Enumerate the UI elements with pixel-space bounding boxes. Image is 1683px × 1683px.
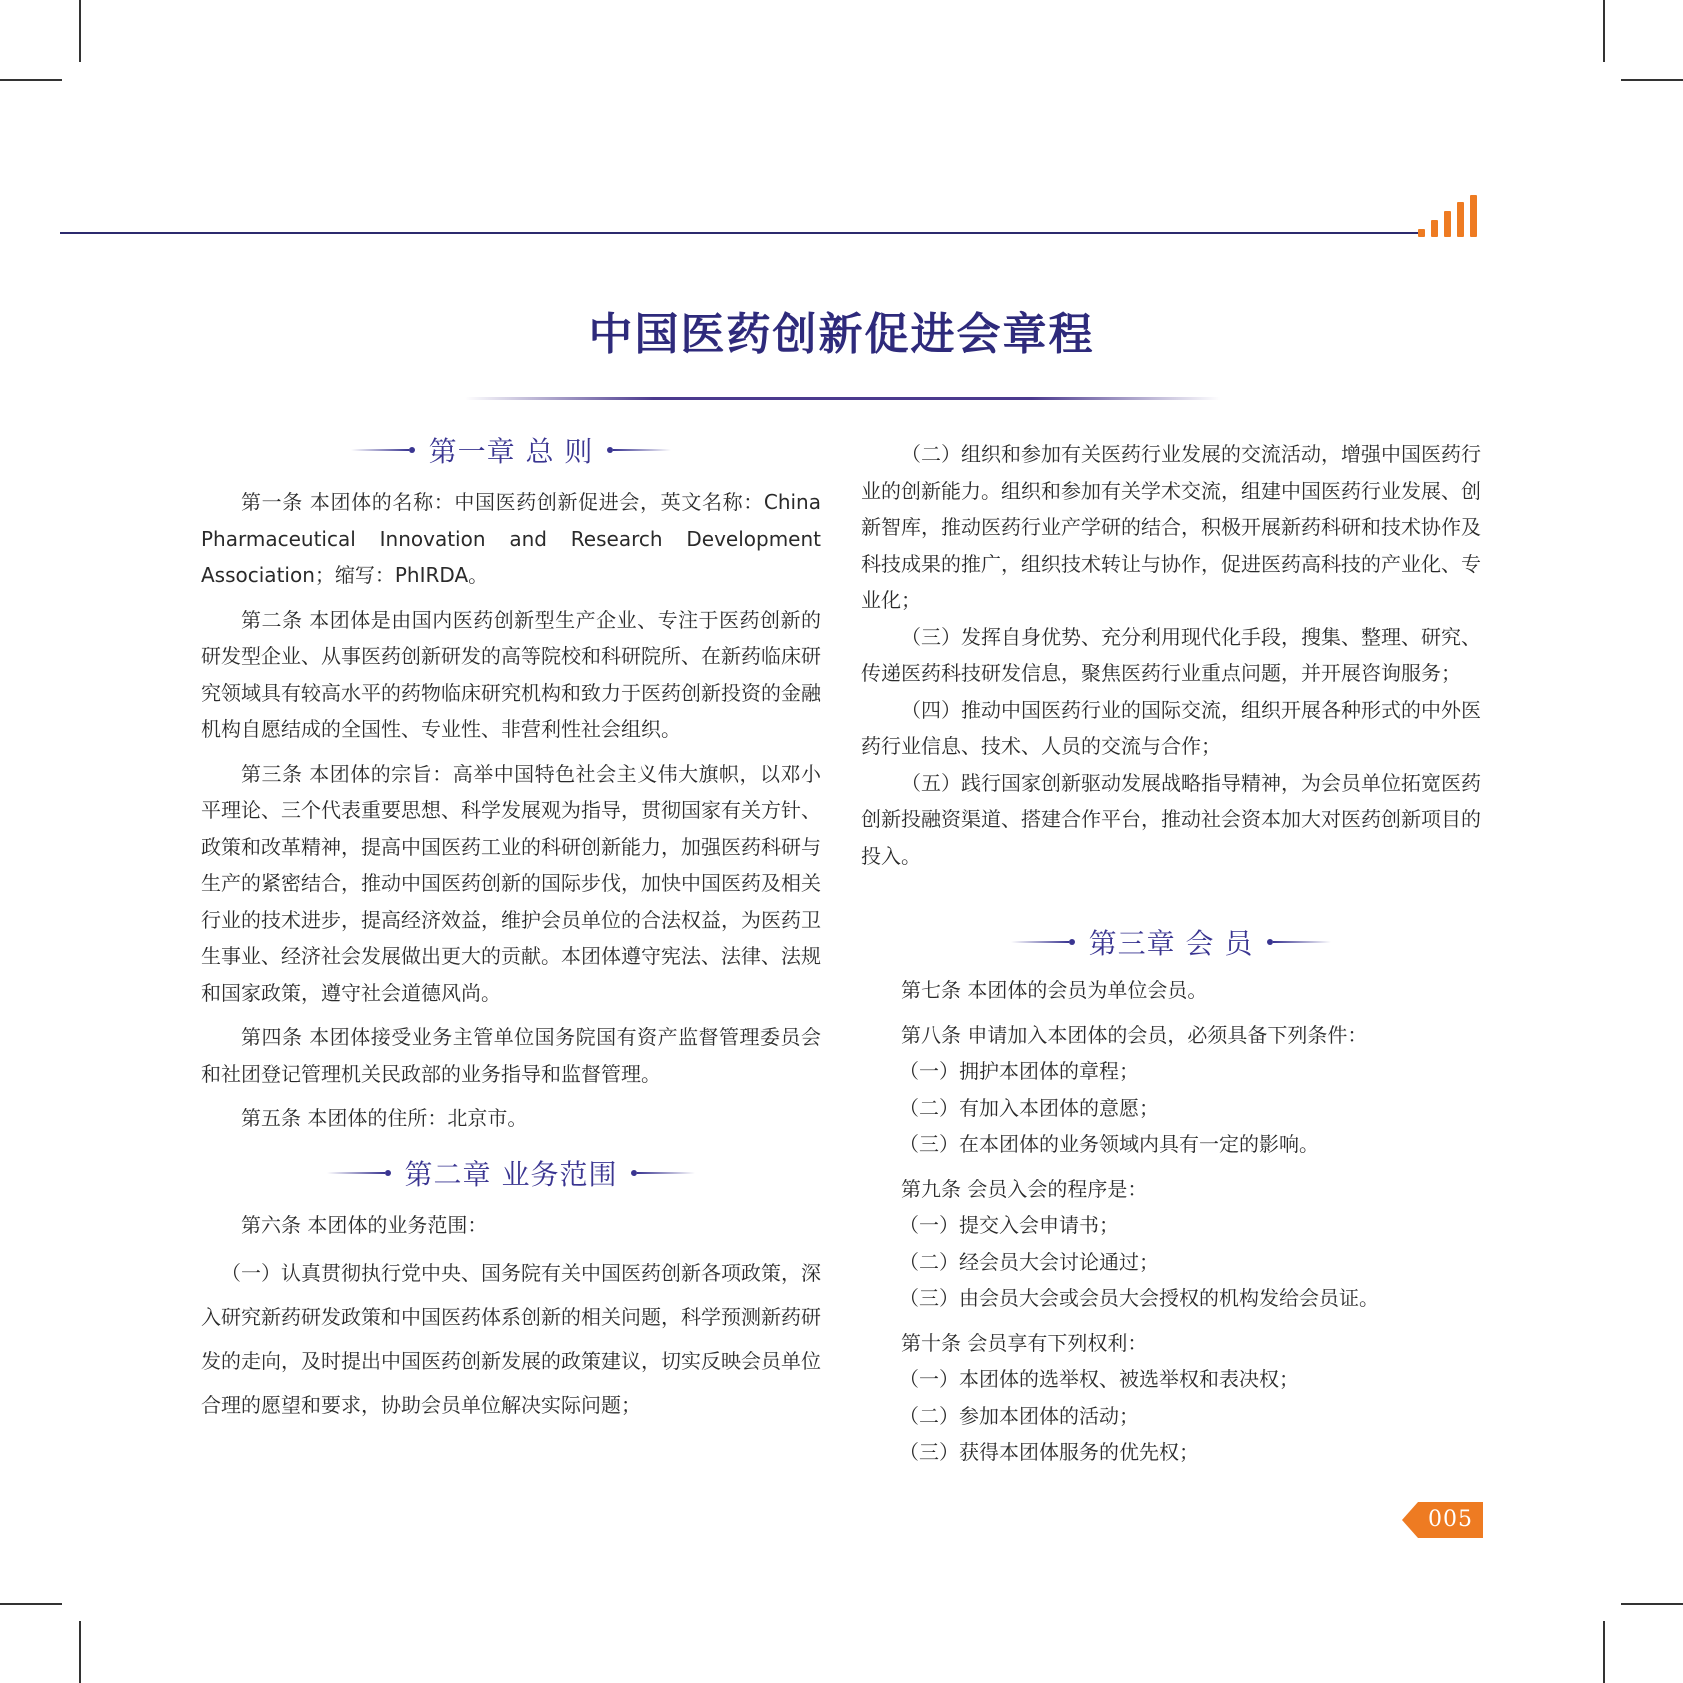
heading-ornament — [1267, 939, 1331, 945]
left-column — [201, 430, 821, 1427]
article-paragraph: 第四条 本团体接受业务主管单位国务院国有资产监督管理委员会和社团登记管理机关民政部的业务指导和监督管理。 — [201, 1025, 821, 1086]
page-number: 005 — [1418, 1502, 1483, 1538]
article-item: （二）经会员大会讨论通过； — [899, 1249, 1159, 1274]
crop-mark — [79, 0, 81, 62]
article-paragraph: 第一条 本团体的名称：中国医药创新促进会，英文名称：China Pharmaceutical Innovation and Research Development Association；缩写：PhIRDA。 — [201, 490, 821, 587]
article-item: （三）在本团体的业务领域内具有一定的影响。 — [899, 1132, 1319, 1156]
heading-ornament — [631, 1170, 695, 1176]
heading-ornament — [327, 1170, 391, 1176]
article-item: （一）认真贯彻执行党中央、国务院有关中国医药创新各项政策，深入研究新药研发政策和中国医药体系创新的相关问题，科学预测新药研发的走向，及时提出中国医药创新发展的政策建议，切实反映会员单位合理的愿望和要求，协助会员单位解决实际问题； — [201, 1261, 821, 1417]
chapter-heading — [201, 430, 821, 470]
page-title: 中国医药创新促进会章程 — [588, 309, 1095, 360]
crop-mark — [1621, 79, 1683, 81]
article-paragraph: 第九条 会员入会的程序是： — [901, 1176, 1148, 1201]
signal-bars-icon — [1418, 192, 1482, 237]
article-paragraph: 第七条 本团体的会员为单位会员。 — [901, 978, 1208, 1002]
chapter-title: 第一章 总 则 — [428, 435, 594, 468]
article-paragraph: 第十条 会员享有下列权利： — [901, 1330, 1148, 1355]
chapter-title: 第三章 会 员 — [1088, 927, 1254, 960]
crop-mark — [1621, 1603, 1683, 1605]
crop-mark — [1603, 0, 1605, 62]
article-item: （一）提交入会申请书； — [899, 1213, 1119, 1237]
article-paragraph: 第三条 本团体的宗旨：高举中国特色社会主义伟大旗帜，以邓小平理论、三个代表重要思想、科学发展观为指导，贯彻国家有关方针、政策和改革精神，提高中国医药工业的科研创新能力，加强医药科研与生产的紧密结合，推动中国医药创新的国际步伐，加快中国医药及相关行业的技术进步，提高经济效益，维护会员单位的合法权益，为医药卫生事业、经济社会发展做出更大的贡献。本团体遵守宪法、法律、法规和国家政策，遵守社会道德风尚。 — [201, 761, 821, 1005]
crop-mark — [79, 1621, 81, 1683]
article-item: （二）参加本团体的活动； — [899, 1403, 1139, 1428]
article-item: （一）拥护本团体的章程； — [899, 1059, 1139, 1083]
chapter-heading — [201, 1153, 821, 1193]
article-item: （三）获得本团体服务的优先权； — [899, 1440, 1199, 1464]
header-rule — [60, 232, 1420, 234]
article-item: （二）有加入本团体的意愿； — [899, 1095, 1159, 1120]
article-item: （三）发挥自身优势、充分利用现代化手段，搜集、整理、研究、传递医药科技研发信息，聚焦医药行业重点问题，并开展咨询服务； — [861, 624, 1481, 685]
article-item: （一）本团体的选举权、被选举权和表决权； — [899, 1367, 1299, 1391]
page-number-badge — [1402, 1502, 1483, 1538]
heading-ornament — [1011, 939, 1075, 945]
title-divider — [465, 397, 1220, 400]
heading-ornament — [351, 447, 415, 453]
chapter-title: 第二章 业务范围 — [404, 1157, 618, 1191]
crop-mark — [1603, 1621, 1605, 1683]
chapter-heading — [861, 922, 1481, 962]
crop-mark — [0, 1603, 62, 1605]
article-paragraph: 第五条 本团体的住所：北京市。 — [241, 1106, 528, 1130]
article-item: （三）由会员大会或会员大会授权的机构发给会员证。 — [899, 1286, 1379, 1310]
arrow-left-icon — [1402, 1502, 1418, 1538]
crop-mark — [0, 79, 62, 81]
article-paragraph: 第八条 申请加入本团体的会员，必须具备下列条件： — [901, 1022, 1368, 1047]
article-item: （四）推动中国医药行业的国际交流，组织开展各种形式的中外医药行业信息、技术、人员的交流与合作； — [861, 697, 1481, 758]
heading-ornament — [607, 447, 671, 453]
article-paragraph: 第二条 本团体是由国内医药创新型生产企业、专注于医药创新的研发型企业、从事医药创新研发的高等院校和科研院所、在新药临床研究领域具有较高水平的药物临床研究机构和致力于医药创新投资的金融机构自愿结成的全国性、专业性、非营利性社会组织。 — [201, 607, 821, 741]
article-item: （二）组织和参加有关医药行业发展的交流活动，增强中国医药行业的创新能力。组织和参加有关学术交流，组建中国医药行业发展、创新智库，推动医药行业产学研的结合，积极开展新药科研和技术协作及科技成果的推广，组织技术转让与协作，促进医药高科技的产业化、专业化； — [861, 442, 1481, 612]
article-paragraph: 第六条 本团体的业务范围： — [241, 1212, 488, 1237]
article-item: （五）践行国家创新驱动发展战略指导精神，为会员单位拓宽医药创新投融资渠道、搭建合作平台，推动社会资本加大对医药创新项目的投入。 — [861, 770, 1481, 868]
right-column — [861, 436, 1481, 1471]
